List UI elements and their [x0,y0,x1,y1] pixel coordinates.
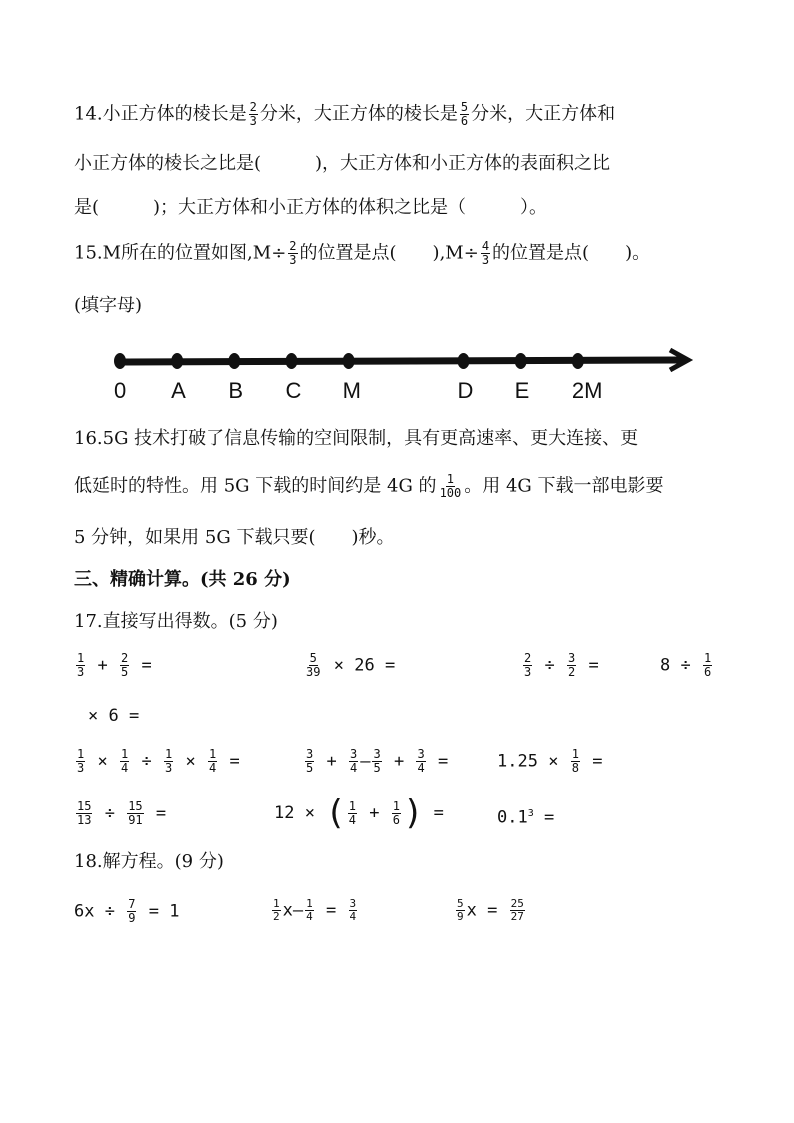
q15-line-2: (填字母) [74,295,143,316]
number-line-point-c [285,353,297,369]
q16-text: 低延时的特性。用 5G 下载的时间约是 4G 的 [74,475,437,497]
number-line-point-m [343,353,355,369]
q15-text: 的位置是点( )。 [492,242,651,264]
expr-10: $0.1^3$ = [497,807,555,828]
expr-2: $\frac{5}{39}$ × 26 = [306,651,396,679]
number-line-label-2m: 2M [571,378,603,403]
fraction: $\frac{2}{3}$ [524,651,532,679]
number-line-label-c: C [285,378,302,403]
fraction: $\frac{1}{3}$ [77,747,85,775]
q16-line-3: 5 分钟，如果用 5G 下载只要( )秒。 [74,527,395,548]
q14-line-1 [74,101,615,128]
fraction: $\frac{3}{4}$ [417,747,425,775]
fraction: $\frac{1}{4}$ [208,747,217,775]
q14-text: 14.小正方体的棱长是 [74,103,247,125]
q16-line-1: 16.5G 技术打破了信息传输的空间限制，具有更高速率、更大连接、更 [74,428,639,449]
number-line-point-d [458,353,470,369]
fraction: $\frac{15}{91}$ [128,799,143,827]
expr-5: $\frac{1}{3}$ × $\frac{1}{4}$ ÷ $\frac{1}{3}$ × $\frac{1}{4}$ = [77,747,240,775]
expr-7: 1.25 × $\frac{1}{8}$ = [497,747,603,775]
fraction: $\frac{1}{4}$ [306,897,313,923]
fraction: $\frac{3}{5}$ [373,747,381,775]
fraction: $\frac{3}{5}$ [306,747,314,775]
equation-3: $\frac{5}{9}$ x = $\frac{25}{27}$ [457,897,524,923]
fraction: $\frac{1}{100}$ [439,472,462,500]
fraction: $\frac{3}{2}$ [567,651,576,679]
section-heading: 三、精确计算。(共 26 分) [74,569,291,590]
expr-9: 12 × ( $\frac{1}{4}$ + $\frac{1}{6}$ ) = [274,793,444,833]
number-line-label-e: E [514,378,530,403]
fraction: $\frac{2}{3}$ [289,239,297,267]
fraction: $\frac{5}{9}$ [457,897,464,923]
number-line-label-d: D [457,378,474,403]
number-line-point-b [228,353,240,369]
expr-4: 8 ÷ $\frac{1}{6}$ [660,651,712,679]
fraction: $\frac{2}{5}$ [120,651,129,679]
q14-text: 分米，大正方体和 [471,103,616,125]
fraction: $\frac{1}{3}$ [77,651,85,679]
fraction: $\frac{15}{13}$ [77,799,92,827]
fraction: $\frac{1}{4}$ [348,798,356,827]
number-line-point-0 [114,353,126,369]
q16-line-2 [74,473,664,500]
fraction: $\frac{5}{6}$ [460,100,469,128]
number-line-point-a [171,353,183,369]
number-line-label-a: A [171,378,186,403]
q17-title: 17.直接写出得数。(5 分) [74,611,278,632]
fraction: $\frac{5}{39}$ [306,651,321,679]
fraction: $\frac{1}{4}$ [120,747,129,775]
equation-2: $\frac{1}{2}$ x– $\frac{1}{4}$ = $\frac{3}{4}$ [273,897,357,923]
expr-8: $\frac{15}{13}$ ÷ $\frac{15}{91}$ = [77,799,167,827]
fraction: $\frac{4}{3}$ [481,239,490,267]
fraction: $\frac{1}{3}$ [164,747,173,775]
number-line-label-0: 0 [114,378,127,403]
q14-line-2: 小正方体的棱长之比是( )，大正方体和小正方体的表面积之比 [74,153,611,174]
fraction: $\frac{1}{8}$ [571,747,579,775]
number-line-point-2m [572,353,584,369]
q15-text: 15.M所在的位置如图,M÷ [74,242,287,264]
expr-4-continued: × 6 = [88,706,140,726]
equation-1: 6x ÷ $\frac{7}{9}$ = 1 [74,897,180,925]
q15-line-1 [74,240,650,267]
q16-text: 。用 4G 下载一部电影要 [464,475,664,497]
expr-6: $\frac{3}{5}$ + $\frac{3}{4}$ – $\frac{3}{5}$ + $\frac{3}{4}$ = [306,747,449,775]
q18-title: 18.解方程。(9 分) [74,851,224,872]
fraction: $\frac{3}{4}$ [349,897,357,923]
fraction: $\frac{1}{6}$ [392,798,400,827]
fraction: $\frac{1}{2}$ [273,897,280,923]
q15-text: 的位置是点( ),M÷ [299,242,479,264]
number-line-label-b: B [228,378,244,403]
number-line-axis [118,360,682,362]
fraction: $\frac{7}{9}$ [128,897,136,925]
fraction: $\frac{3}{4}$ [349,747,358,775]
fraction: $\frac{1}{6}$ [704,651,712,679]
expr-3: $\frac{2}{3}$ ÷ $\frac{3}{2}$ = [524,651,599,679]
number-line-point-e [515,353,527,369]
number-line-label-m: M [342,378,361,403]
fraction: $\frac{25}{27}$ [510,897,524,923]
expr-1: $\frac{1}{3}$ + $\frac{2}{5}$ = [77,651,152,679]
number-line [110,344,700,378]
fraction: $\frac{2}{3}$ [249,100,257,128]
q14-text: 分米，大正方体的棱长是 [259,103,458,125]
q14-line-3: 是( )；大正方体和小正方体的体积之比是（ ）。 [74,197,548,218]
